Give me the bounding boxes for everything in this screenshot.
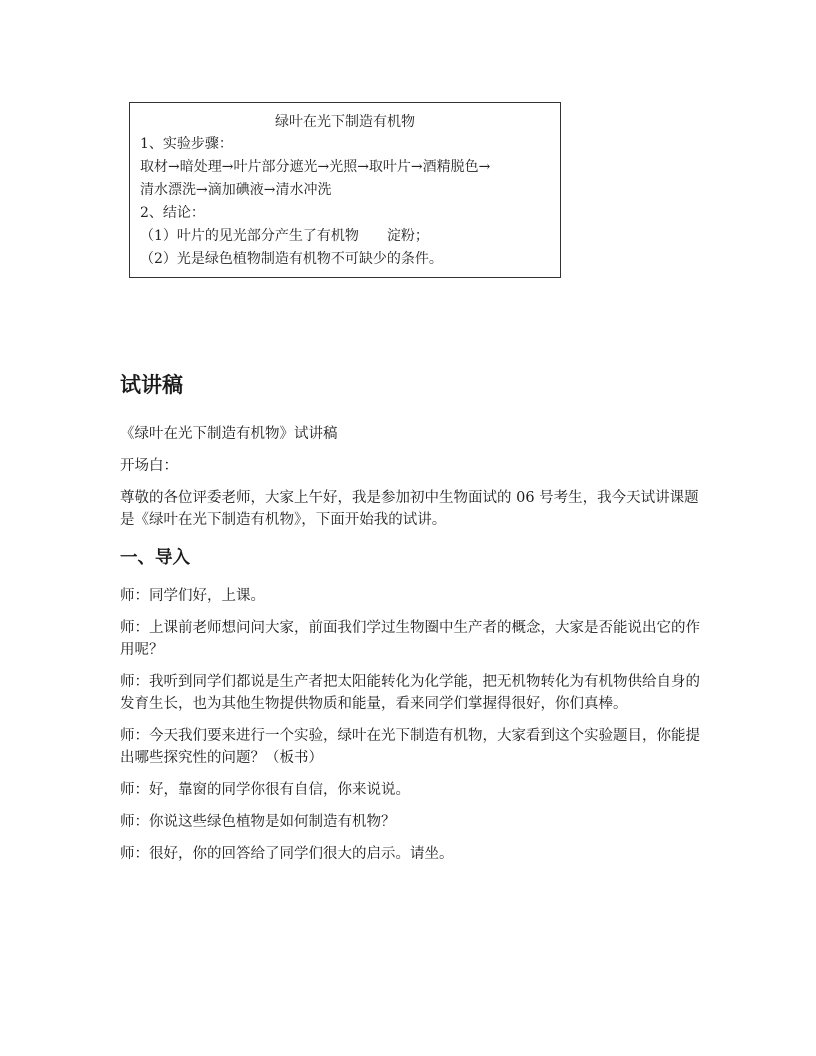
figure-title: 绿叶在光下制造有机物 (275, 114, 415, 130)
figure-line-steps-2: 清水漂洗→滴加碘液→清水冲洗 (140, 182, 332, 198)
document-subtitle: 《绿叶在光下制造有机物》试讲稿 (120, 426, 338, 442)
opening-paragraph: 尊敬的各位评委老师，大家上午好，我是参加初中生物面试的 06 号考生，我今天试讲课题是《绿叶在光下制造有机物》，下面开始我的试讲。 (120, 490, 699, 528)
dialogue-paragraph: 师：上课前老师想问问大家，前面我们学过生物圈中生产者的概念，大家是否能说出它的作用呢？ (120, 620, 700, 658)
section-heading-intro: 一、导入 (120, 548, 190, 568)
experiment-summary-box (129, 102, 561, 278)
figure-line-conclusion-1: （1）叶片的见光部分产生了有机物 淀粉； (140, 228, 429, 244)
dialogue-paragraph: 师：很好，你的回答给了同学们很大的启示。请坐。 (120, 846, 454, 862)
document-body (120, 423, 710, 875)
figure-line-steps-label: 1、实验步骤： (140, 136, 233, 152)
figure-line-conclusion-2: （2）光是绿色植物制造有机物不可缺少的条件。 (140, 251, 443, 267)
figure-line-steps-1: 取材→暗处理→叶片部分遮光→光照→取叶片→酒精脱色→ (140, 159, 491, 175)
dialogue-paragraph: 师：我听到同学们都说是生产者把太阳能转化为化学能，把无机物转化为有机物供给自身的发育生长，也为其他生物提供物质和能量，看来同学们掌握得很好，你们真棒。 (120, 674, 700, 712)
figure-line-conclusion-label: 2、结论： (140, 205, 205, 221)
dialogue-paragraph: 师：你说这些绿色植物是如何制造有机物？ (120, 814, 396, 830)
dialogue-paragraph: 师：同学们好，上课。 (120, 588, 265, 604)
opening-label: 开场白： (120, 458, 178, 474)
dialogue-paragraph: 师：今天我们要来进行一个实验，绿叶在光下制造有机物，大家看到这个实验题目，你能提出哪些探究性的问题？（板书） (120, 728, 700, 766)
page-title: 试讲稿 (120, 373, 183, 397)
dialogue-paragraph: 师：好，靠窗的同学你很有自信，你来说说。 (120, 782, 410, 798)
